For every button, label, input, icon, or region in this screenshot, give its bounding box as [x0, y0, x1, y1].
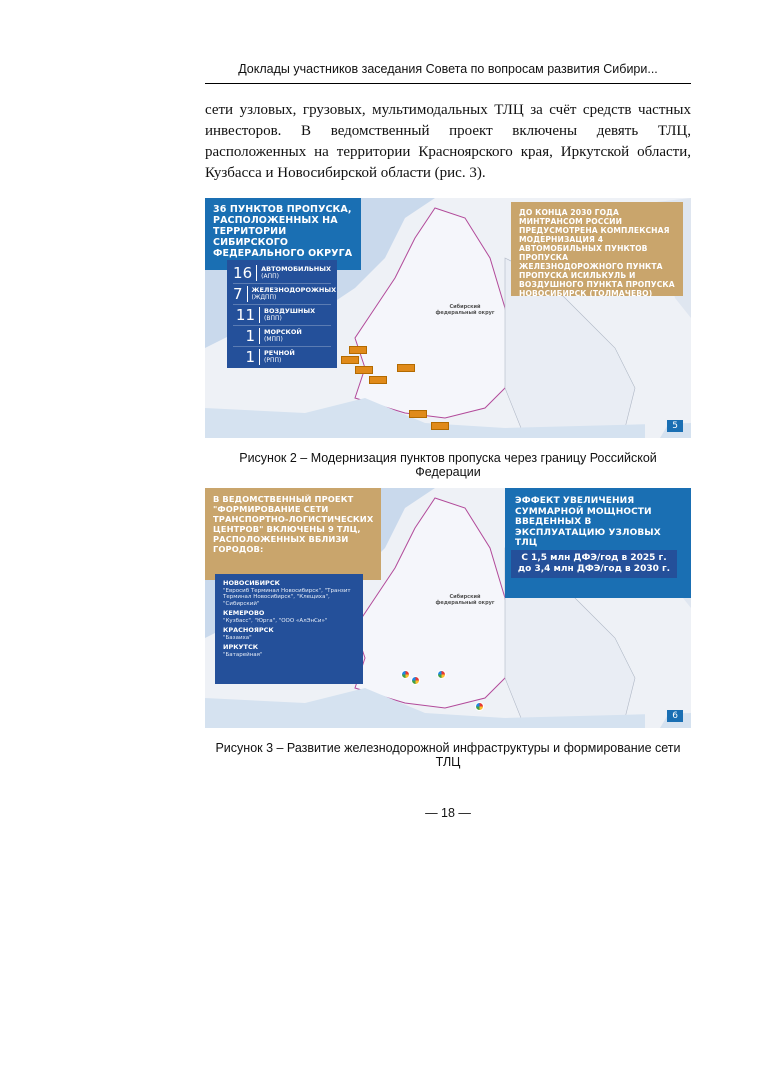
- city-name: ИРКУТСК: [223, 643, 259, 651]
- checkpoints-stats-panel: [227, 260, 337, 368]
- tlc-cities-panel: [215, 574, 363, 684]
- stat-row: [233, 284, 337, 305]
- figure-3-caption: Рисунок 3 – Развитие железнодорожной инфраструктуры и формирование сети ТЛЦ: [215, 741, 681, 769]
- capacity-title: ЭФФЕКТ УВЕЛИЧЕНИЯ СУММАРНОЙ МОЩНОСТИ ВВЕДЕННЫХ В ЭКСПЛУАТАЦИЮ УЗЛОВЫХ ТЛЦ: [515, 496, 661, 548]
- page-number: — 18 —: [425, 806, 471, 820]
- tlc-title-panel: [205, 488, 381, 580]
- stat-label: [252, 287, 337, 301]
- checkpoint-marker: [369, 376, 387, 384]
- stat-type: ЖЕЛЕЗНОДОРОЖНЫХ: [251, 286, 337, 294]
- checkpoint-marker: [349, 346, 367, 354]
- federal-district-label: Сибирский федеральный округ: [435, 304, 495, 316]
- stat-label: [264, 308, 315, 322]
- tlc-marker: [437, 670, 446, 679]
- capacity-panel: [505, 488, 691, 598]
- stat-count: 1: [233, 349, 260, 365]
- stat-abbr: (ЖДПП): [251, 294, 277, 301]
- slide-number: 5: [667, 420, 683, 432]
- body-paragraph: сети узловых, грузовых, мультимодальных ТЛЦ за счёт средств частных инвесторов. В ведомственный проект включены девять ТЛЦ, расположенных на территории Красноярского края, Иркутской области, Кузбасса и Новосибирской области (рис. 3).: [205, 102, 691, 181]
- stat-row: [233, 263, 331, 284]
- stat-type: ВОЗДУШНЫХ: [264, 307, 316, 315]
- header-rule: [205, 83, 691, 84]
- capacity-highlight: С 1,5 млн ДФЭ/год в 2025 г. до 3,4 млн ДФЭ/год в 2030 г.: [511, 550, 677, 578]
- checkpoints-title: 36 ПУНКТОВ ПРОПУСКА, РАСПОЛОЖЕННЫХ НА ТЕРРИТОРИИ СИБИРСКОГО ФЕДЕРАЛЬНОГО ОКРУГА: [213, 204, 353, 259]
- city-name: КРАСНОЯРСК: [223, 626, 274, 634]
- stat-label: [264, 350, 295, 364]
- stat-abbr: (АПП): [261, 273, 279, 280]
- stat-label: [261, 266, 331, 280]
- checkpoint-marker: [409, 410, 427, 418]
- city-name: НОВОСИБИРСК: [223, 579, 280, 587]
- stat-row: [233, 305, 331, 326]
- tlc-marker: [411, 676, 420, 685]
- modernization-text: ДО КОНЦА 2030 ГОДА МИНТРАНСОМ РОССИИ ПРЕДУСМОТРЕНА КОМПЛЕКСНАЯ МОДЕРНИЗАЦИЯ 4 АВТОМОБИЛЬНЫХ ПУНКТОВ ПРОПУСКА ЖЕЛЕЗНОДОРОЖНОГО ПУНКТА ПРОПУСКА ИСИЛЬКУЛЬ И ВОЗДУШНОГО ПУНКТА ПРОПУСКА НОВОСИБИРСК (ТОЛМАЧЕВО): [519, 208, 675, 298]
- checkpoint-marker: [355, 366, 373, 374]
- stat-abbr: (ВПП): [264, 315, 282, 322]
- slide-number: 6: [667, 710, 683, 722]
- stat-type: РЕЧНОЙ: [264, 349, 295, 357]
- tlc-marker: [401, 670, 410, 679]
- stat-abbr: (МПП): [264, 336, 283, 343]
- city-name: КЕМЕРОВО: [223, 609, 265, 617]
- figure-2: [205, 198, 691, 438]
- city-terminals: "Евросиб Терминал Новосибирск", "Транзит Терминал Новосибирск", "Клещиха", "Сибирский": [223, 587, 351, 607]
- stat-count: 7: [233, 286, 248, 302]
- stat-count: 11: [233, 307, 260, 323]
- stat-abbr: (РПП): [264, 357, 282, 364]
- tlc-marker: [475, 702, 484, 711]
- city-terminals: "Кузбасс", "Юрга", "ООО «АлЭнСи»": [223, 617, 328, 624]
- stat-count: 16: [233, 265, 257, 281]
- stat-count: 1: [233, 328, 260, 344]
- running-header: Доклады участников заседания Совета по вопросам развития Сибири...: [238, 62, 658, 76]
- city-terminals: "Батарейная": [223, 651, 263, 658]
- tlc-title: В ВЕДОМСТВЕННЫЙ ПРОЕКТ "ФОРМИРОВАНИЕ СЕТИ ТРАНСПОРТНО-ЛОГИСТИЧЕСКИХ ЦЕНТРОВ" ВКЛЮЧЕНЫ 9 ТЛЦ, РАСПОЛОЖЕННЫХ ВБЛИЗИ ГОРОДОВ:: [213, 494, 374, 554]
- federal-district-label: Сибирский федеральный округ: [435, 594, 495, 606]
- checkpoint-marker: [397, 364, 415, 372]
- figure-2-caption: Рисунок 2 – Модернизация пунктов пропуска через границу Российской Федерации: [239, 451, 657, 479]
- city-terminals: "Базаиха": [223, 634, 252, 641]
- stat-type: АВТОМОБИЛЬНЫХ: [261, 265, 331, 273]
- figure-3: [205, 488, 691, 728]
- modernization-panel: [511, 202, 683, 296]
- stat-label: [264, 329, 302, 343]
- checkpoint-marker: [341, 356, 359, 364]
- stat-type: МОРСКОЙ: [264, 328, 302, 336]
- stat-row: [233, 326, 331, 347]
- checkpoint-marker: [431, 422, 449, 430]
- stat-row: [233, 347, 331, 367]
